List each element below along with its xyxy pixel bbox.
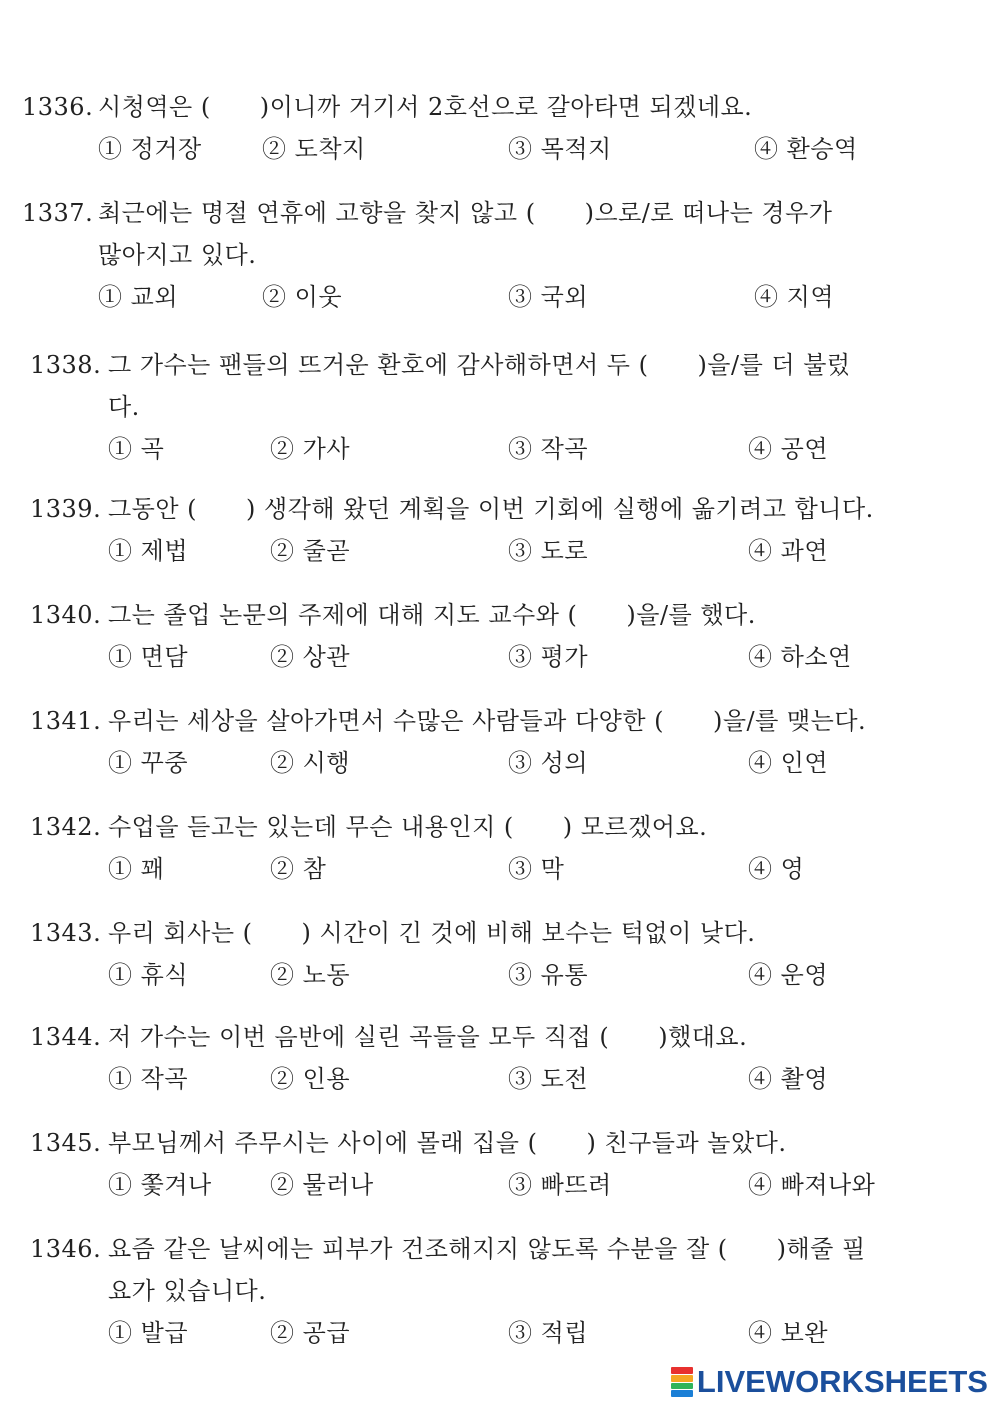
question-number: 1342. [30, 813, 102, 841]
question-text-line: 요즘 같은 날씨에는 피부가 건조해지지 않도록 수분을 잘 ( )해줄 필 [108, 1235, 866, 1263]
answer-option-3[interactable]: ③ 목적지 [508, 135, 612, 163]
answer-option-2[interactable]: ② 도착지 [262, 135, 366, 163]
answer-option-2[interactable]: ② 공급 [270, 1319, 350, 1347]
question-text-line: 우리 회사는 ( ) 시간이 긴 것에 비해 보수는 턱없이 낮다. [108, 919, 756, 947]
answer-option-2[interactable]: ② 참 [270, 855, 327, 883]
answer-option-4[interactable]: ④ 촬영 [748, 1065, 828, 1093]
answer-option-2[interactable]: ② 물러나 [270, 1171, 374, 1199]
answer-option-3[interactable]: ③ 성의 [508, 749, 588, 777]
question-number: 1345. [30, 1129, 102, 1157]
question-number: 1339. [30, 495, 102, 523]
answer-option-2[interactable]: ② 가사 [270, 435, 350, 463]
answer-option-3[interactable]: ③ 빠뜨려 [508, 1171, 612, 1199]
answer-option-4[interactable]: ④ 지역 [754, 283, 834, 311]
question-text-line: 그동안 ( ) 생각해 왔던 계획을 이번 기회에 실행에 옮기려고 합니다. [108, 495, 874, 523]
answer-option-1[interactable]: ① 발급 [108, 1319, 188, 1347]
answer-option-2[interactable]: ② 인용 [270, 1065, 350, 1093]
question-number: 1340. [30, 601, 102, 629]
question-number: 1338. [30, 351, 102, 379]
answer-option-3[interactable]: ③ 막 [508, 855, 565, 883]
question-text-line: 저 가수는 이번 음반에 실린 곡들을 모두 직접 ( )했대요. [108, 1023, 748, 1051]
answer-option-4[interactable]: ④ 하소연 [748, 643, 852, 671]
question-text-line: 수업을 듣고는 있는데 무슨 내용인지 ( ) 모르겠어요. [108, 813, 708, 841]
answer-option-4[interactable]: ④ 공연 [748, 435, 828, 463]
answer-option-4[interactable]: ④ 환승역 [754, 135, 858, 163]
answer-option-1[interactable]: ① 면담 [108, 643, 188, 671]
answer-option-2[interactable]: ② 시행 [270, 749, 350, 777]
answer-option-2[interactable]: ② 상관 [270, 643, 350, 671]
answer-option-2[interactable]: ② 이웃 [262, 283, 342, 311]
question-number: 1341. [30, 707, 102, 735]
answer-option-1[interactable]: ① 꾸중 [108, 749, 188, 777]
liveworksheets-logo [671, 1364, 988, 1400]
question-number: 1336. [22, 93, 94, 121]
question-text-line: 많아지고 있다. [98, 241, 257, 269]
answer-option-3[interactable]: ③ 국외 [508, 283, 588, 311]
answer-option-1[interactable]: ① 정거장 [98, 135, 202, 163]
answer-option-4[interactable]: ④ 빠져나와 [748, 1171, 876, 1199]
liveworksheets-mark-icon [671, 1367, 693, 1397]
answer-option-3[interactable]: ③ 적립 [508, 1319, 588, 1347]
answer-option-2[interactable]: ② 노동 [270, 961, 350, 989]
question-number: 1344. [30, 1023, 102, 1051]
answer-option-2[interactable]: ② 줄곧 [270, 537, 350, 565]
question-text-line: 우리는 세상을 살아가면서 수많은 사람들과 다양한 ( )을/를 맺는다. [108, 707, 867, 735]
answer-option-3[interactable]: ③ 유통 [508, 961, 588, 989]
answer-option-4[interactable]: ④ 인연 [748, 749, 828, 777]
question-text-line: 다. [108, 393, 140, 421]
question-text-line: 그는 졸업 논문의 주제에 대해 지도 교수와 ( )을/를 했다. [108, 601, 756, 629]
answer-option-1[interactable]: ① 곡 [108, 435, 165, 463]
question-text-line: 최근에는 명절 연휴에 고향을 찾지 않고 ( )으로/로 떠나는 경우가 [98, 199, 833, 227]
question-text-line: 그 가수는 팬들의 뜨거운 환호에 감사해하면서 두 ( )을/를 더 불렀 [108, 351, 851, 379]
answer-option-1[interactable]: ① 교외 [98, 283, 178, 311]
answer-option-4[interactable]: ④ 영 [748, 855, 805, 883]
question-number: 1337. [22, 199, 94, 227]
question-text-line: 시청역은 ( )이니까 거기서 2호선으로 갈아타면 되겠네요. [98, 93, 753, 121]
answer-option-1[interactable]: ① 휴식 [108, 961, 188, 989]
answer-option-4[interactable]: ④ 과연 [748, 537, 828, 565]
answer-option-1[interactable]: ① 쫓겨나 [108, 1171, 212, 1199]
answer-option-4[interactable]: ④ 보완 [748, 1319, 828, 1347]
answer-option-4[interactable]: ④ 운영 [748, 961, 828, 989]
answer-option-3[interactable]: ③ 도로 [508, 537, 588, 565]
question-text-line: 요가 있습니다. [108, 1277, 267, 1305]
question-text-line: 부모님께서 주무시는 사이에 몰래 집을 ( ) 친구들과 놀았다. [108, 1129, 787, 1157]
answer-option-3[interactable]: ③ 도전 [508, 1065, 588, 1093]
question-number: 1346. [30, 1235, 102, 1263]
answer-option-1[interactable]: ① 작곡 [108, 1065, 188, 1093]
answer-option-3[interactable]: ③ 작곡 [508, 435, 588, 463]
answer-option-1[interactable]: ① 꽤 [108, 855, 165, 883]
question-number: 1343. [30, 919, 102, 947]
answer-option-1[interactable]: ① 제법 [108, 537, 188, 565]
answer-option-3[interactable]: ③ 평가 [508, 643, 588, 671]
liveworksheets-wordmark: LIVEWORKSHEETS [696, 1364, 988, 1399]
